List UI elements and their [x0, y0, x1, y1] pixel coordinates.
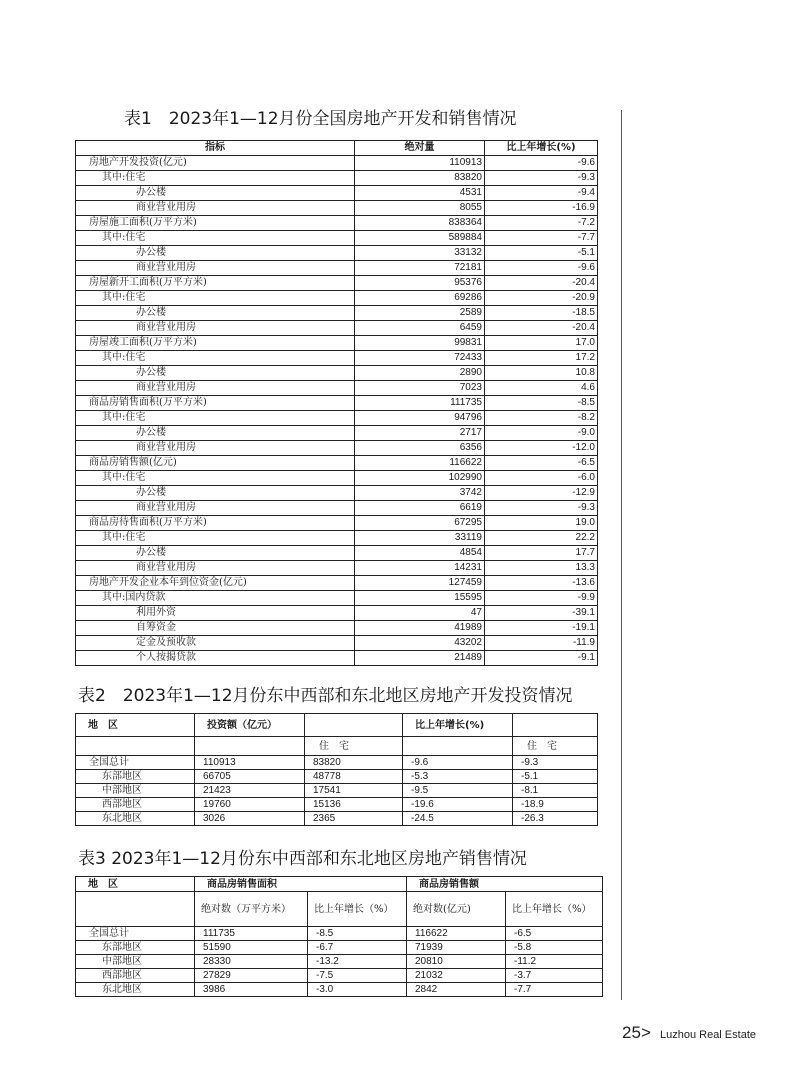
table-row [76, 441, 598, 456]
indicator-label: 其中:住宅 [76, 531, 355, 546]
table-row [76, 246, 598, 261]
growth-value: 4.6 [485, 381, 598, 396]
growth-value: 17.2 [485, 351, 598, 366]
growth-value: -9.3 [485, 171, 598, 186]
absolute-value: 102990 [355, 471, 485, 486]
table-cell: -13.2 [308, 955, 407, 969]
table2-header-investment: 投资额（亿元） [195, 714, 305, 737]
table-row [76, 621, 598, 636]
page-arrow: > [640, 1023, 651, 1042]
indicator-label: 商业营业用房 [76, 321, 355, 336]
indicator-label: 其中:国内贷款 [76, 591, 355, 606]
indicator-label: 其中:住宅 [76, 171, 355, 186]
indicator-label: 房屋施工面积(万平方米) [76, 216, 355, 231]
absolute-value: 15595 [355, 591, 485, 606]
absolute-value: 110913 [355, 156, 485, 171]
growth-value: -6.0 [485, 471, 598, 486]
table-row [76, 955, 603, 969]
absolute-value: 8055 [355, 201, 485, 216]
table-cell: 21032 [407, 969, 506, 983]
table-row [76, 606, 598, 621]
absolute-value: 33132 [355, 246, 485, 261]
table3-subheader-area-growth: 比上年增长（%） [308, 892, 407, 927]
table-row [76, 770, 598, 784]
table2-subheader-0 [76, 737, 195, 756]
growth-value: -12.0 [485, 441, 598, 456]
absolute-value: 95376 [355, 276, 485, 291]
table2-subheader-1 [195, 737, 305, 756]
growth-value: -5.1 [485, 246, 598, 261]
table1-header-growth: 比上年增长(%) [485, 141, 598, 156]
indicator-label: 定金及预收款 [76, 636, 355, 651]
indicator-label: 商业营业用房 [76, 261, 355, 276]
table-row [76, 471, 598, 486]
indicator-label: 商品房待售面积(万平方米) [76, 516, 355, 531]
table-row [76, 636, 598, 651]
indicator-label: 房地产开发投资(亿元) [76, 156, 355, 171]
page-number: 25 [622, 1023, 641, 1042]
growth-value: -9.0 [485, 426, 598, 441]
table2-subheader-residential: 住 宅 [305, 737, 403, 756]
table-cell: -5.1 [513, 770, 598, 784]
table-row [76, 651, 598, 666]
table2-header-row [76, 714, 598, 737]
region-label: 东北地区 [76, 812, 195, 826]
table2 [75, 713, 598, 826]
table-row [76, 231, 598, 246]
indicator-label: 商业营业用房 [76, 441, 355, 456]
table3-subheader-row [76, 892, 603, 927]
table-cell: -19.6 [403, 798, 513, 812]
table-cell: -8.1 [513, 784, 598, 798]
absolute-value: 14231 [355, 561, 485, 576]
indicator-label: 商业营业用房 [76, 201, 355, 216]
absolute-value: 116622 [355, 456, 485, 471]
table-row [76, 969, 603, 983]
growth-value: -9.6 [485, 156, 598, 171]
growth-value: -13.6 [485, 576, 598, 591]
table2-header-blank2 [513, 714, 598, 737]
indicator-label: 商业营业用房 [76, 381, 355, 396]
table-cell: -7.7 [506, 983, 603, 997]
table-row [76, 411, 598, 426]
indicator-label: 办公楼 [76, 486, 355, 501]
indicator-label: 办公楼 [76, 366, 355, 381]
table-row [76, 516, 598, 531]
table-row [76, 983, 603, 997]
table-cell: -26.3 [513, 812, 598, 826]
table-cell: -24.5 [403, 812, 513, 826]
table-row [76, 756, 598, 770]
table-cell: -9.6 [403, 756, 513, 770]
growth-value: -8.2 [485, 411, 598, 426]
table1-body [76, 156, 598, 666]
indicator-label: 其中:住宅 [76, 351, 355, 366]
indicator-label: 其中:住宅 [76, 231, 355, 246]
growth-value: -8.5 [485, 396, 598, 411]
table-cell: -11.2 [506, 955, 603, 969]
indicator-label: 商品房销售额(亿元) [76, 456, 355, 471]
growth-value: -9.9 [485, 591, 598, 606]
table-row [76, 291, 598, 306]
growth-value: -9.6 [485, 261, 598, 276]
table-row [76, 336, 598, 351]
table3-header-sales-area: 商品房销售面积 [195, 877, 407, 892]
growth-value: -9.1 [485, 651, 598, 666]
indicator-label: 房地产开发企业本年到位资金(亿元) [76, 576, 355, 591]
growth-value: -6.5 [485, 456, 598, 471]
table-cell: 27829 [195, 969, 308, 983]
table-cell: 2842 [407, 983, 506, 997]
table2-header-region: 地 区 [76, 714, 195, 737]
absolute-value: 127459 [355, 576, 485, 591]
indicator-label: 办公楼 [76, 246, 355, 261]
table-cell: -3.0 [308, 983, 407, 997]
absolute-value: 69286 [355, 291, 485, 306]
indicator-label: 其中:住宅 [76, 471, 355, 486]
absolute-value: 838364 [355, 216, 485, 231]
growth-value: -12.9 [485, 486, 598, 501]
absolute-value: 47 [355, 606, 485, 621]
table1-title: 表1 2023年1—12月份全国房地产开发和销售情况 [124, 109, 517, 129]
absolute-value: 4854 [355, 546, 485, 561]
table-cell: 111735 [195, 927, 308, 941]
table-cell: -6.5 [506, 927, 603, 941]
table1-header-absolute: 绝对量 [355, 141, 485, 156]
absolute-value: 111735 [355, 396, 485, 411]
table-cell: -18.9 [513, 798, 598, 812]
table-row [76, 276, 598, 291]
absolute-value: 2890 [355, 366, 485, 381]
table2-subheader-3 [403, 737, 513, 756]
table-cell: 20810 [407, 955, 506, 969]
table1-header-indicator: 指标 [76, 141, 355, 156]
table-cell: -6.7 [308, 941, 407, 955]
table3-header-row [76, 877, 603, 892]
table-row [76, 261, 598, 276]
table-cell: 71939 [407, 941, 506, 955]
page-footer [622, 1023, 756, 1043]
growth-value: -20.4 [485, 276, 598, 291]
table-row [76, 456, 598, 471]
growth-value: 19.0 [485, 516, 598, 531]
growth-value: -9.4 [485, 186, 598, 201]
table-cell: 51590 [195, 941, 308, 955]
table-cell: 66705 [195, 770, 305, 784]
growth-value: -20.4 [485, 321, 598, 336]
growth-value: 13.3 [485, 561, 598, 576]
vertical-rule [621, 110, 622, 1000]
table-cell: -9.5 [403, 784, 513, 798]
growth-value: -11.9 [485, 636, 598, 651]
indicator-label: 办公楼 [76, 426, 355, 441]
absolute-value: 6459 [355, 321, 485, 336]
table-row [76, 531, 598, 546]
table2-header-growth: 比上年增长(%) [403, 714, 513, 737]
table-cell: 2365 [305, 812, 403, 826]
indicator-label: 商业营业用房 [76, 561, 355, 576]
growth-value: -18.5 [485, 306, 598, 321]
absolute-value: 2589 [355, 306, 485, 321]
table-row [76, 591, 598, 606]
absolute-value: 21489 [355, 651, 485, 666]
table-row [76, 561, 598, 576]
table3-body [76, 927, 603, 997]
region-label: 东北地区 [76, 983, 195, 997]
growth-value: -39.1 [485, 606, 598, 621]
table-row [76, 812, 598, 826]
table-cell: 15136 [305, 798, 403, 812]
table-cell: 21423 [195, 784, 305, 798]
region-label: 全国总计 [76, 756, 195, 770]
table2-subheader-residential-growth: 住 宅 [513, 737, 598, 756]
table-row [76, 927, 603, 941]
absolute-value: 6356 [355, 441, 485, 456]
table3-title: 表3 2023年1—12月份东中西部和东北地区房地产销售情况 [78, 849, 527, 869]
indicator-label: 办公楼 [76, 306, 355, 321]
absolute-value: 6619 [355, 501, 485, 516]
absolute-value: 41989 [355, 621, 485, 636]
table-row [76, 576, 598, 591]
region-label: 西部地区 [76, 798, 195, 812]
table-cell: -5.8 [506, 941, 603, 955]
table-row [76, 784, 598, 798]
region-label: 东部地区 [76, 770, 195, 784]
table-row [76, 396, 598, 411]
region-label: 中部地区 [76, 784, 195, 798]
table-cell: 83820 [305, 756, 403, 770]
absolute-value: 83820 [355, 171, 485, 186]
indicator-label: 其中:住宅 [76, 291, 355, 306]
growth-value: -9.3 [485, 501, 598, 516]
table-cell: 3986 [195, 983, 308, 997]
table-row [76, 351, 598, 366]
table-row [76, 156, 598, 171]
region-label: 中部地区 [76, 955, 195, 969]
growth-value: 17.7 [485, 546, 598, 561]
indicator-label: 办公楼 [76, 186, 355, 201]
table2-body [76, 756, 598, 826]
absolute-value: 72181 [355, 261, 485, 276]
table-row [76, 426, 598, 441]
table-row [76, 201, 598, 216]
table-cell: 116622 [407, 927, 506, 941]
table3-header-region: 地 区 [76, 877, 195, 892]
table3 [75, 876, 603, 997]
absolute-value: 43202 [355, 636, 485, 651]
indicator-label: 个人按揭贷款 [76, 651, 355, 666]
table1 [75, 140, 598, 666]
absolute-value: 99831 [355, 336, 485, 351]
absolute-value: 4531 [355, 186, 485, 201]
table3-subheader-amount-growth: 比上年增长（%） [506, 892, 603, 927]
table-row [76, 486, 598, 501]
table3-subheader-area-abs: 绝对数（万平方米） [195, 892, 308, 927]
table1-header-row [76, 141, 598, 156]
table-cell: 28330 [195, 955, 308, 969]
indicator-label: 利用外资 [76, 606, 355, 621]
table-cell: -9.3 [513, 756, 598, 770]
indicator-label: 其中:住宅 [76, 411, 355, 426]
indicator-label: 房屋竣工面积(万平方米) [76, 336, 355, 351]
table-row [76, 171, 598, 186]
absolute-value: 2717 [355, 426, 485, 441]
growth-value: -16.9 [485, 201, 598, 216]
absolute-value: 33119 [355, 531, 485, 546]
table-row [76, 186, 598, 201]
growth-value: 17.0 [485, 336, 598, 351]
table2-header-blank1 [305, 714, 403, 737]
publication-name: Luzhou Real Estate [659, 1029, 756, 1041]
indicator-label: 商业营业用房 [76, 501, 355, 516]
table-cell: 17541 [305, 784, 403, 798]
table-row [76, 501, 598, 516]
table2-subheader-row [76, 737, 598, 756]
region-label: 东部地区 [76, 941, 195, 955]
growth-value: 22.2 [485, 531, 598, 546]
table3-subheader-amount-abs: 绝对数(亿元) [407, 892, 506, 927]
table-cell: -8.5 [308, 927, 407, 941]
region-label: 全国总计 [76, 927, 195, 941]
indicator-label: 商品房销售面积(万平方米) [76, 396, 355, 411]
table-cell: 3026 [195, 812, 305, 826]
table3-header-sales-amount: 商品房销售额 [407, 877, 603, 892]
table-row [76, 306, 598, 321]
table2-title: 表2 2023年1—12月份东中西部和东北地区房地产开发投资情况 [78, 686, 573, 706]
table-cell: -7.5 [308, 969, 407, 983]
absolute-value: 94796 [355, 411, 485, 426]
indicator-label: 房屋新开工面积(万平方米) [76, 276, 355, 291]
table-row [76, 321, 598, 336]
table-cell: 110913 [195, 756, 305, 770]
absolute-value: 72433 [355, 351, 485, 366]
growth-value: -20.9 [485, 291, 598, 306]
growth-value: -19.1 [485, 621, 598, 636]
growth-value: 10.8 [485, 366, 598, 381]
table-row [76, 381, 598, 396]
growth-value: -7.7 [485, 231, 598, 246]
table-row [76, 941, 603, 955]
absolute-value: 3742 [355, 486, 485, 501]
table-row [76, 366, 598, 381]
region-label: 西部地区 [76, 969, 195, 983]
table-cell: 19760 [195, 798, 305, 812]
absolute-value: 7023 [355, 381, 485, 396]
table-row [76, 216, 598, 231]
table3-subheader-0 [76, 892, 195, 927]
table-cell: -5.3 [403, 770, 513, 784]
growth-value: -7.2 [485, 216, 598, 231]
table-cell: 48778 [305, 770, 403, 784]
table-row [76, 546, 598, 561]
indicator-label: 办公楼 [76, 546, 355, 561]
table-row [76, 798, 598, 812]
absolute-value: 67295 [355, 516, 485, 531]
table-cell: -3.7 [506, 969, 603, 983]
absolute-value: 589884 [355, 231, 485, 246]
indicator-label: 自筹资金 [76, 621, 355, 636]
